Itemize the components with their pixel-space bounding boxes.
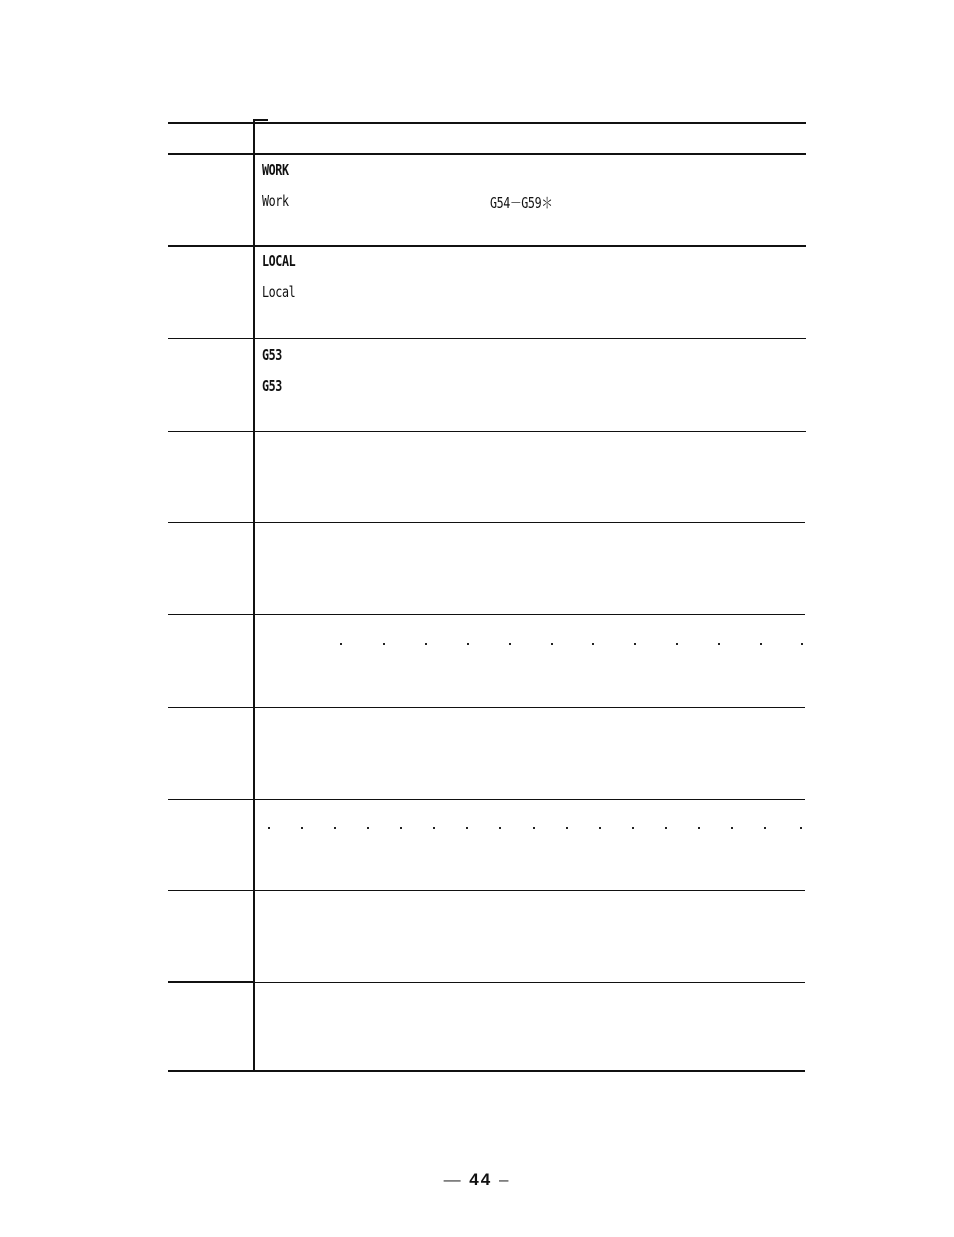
row-1-title: WORK [262,161,289,179]
row-separator [168,707,805,708]
page-number-value: 44 [469,1170,493,1189]
table-header-separator [168,153,806,155]
row-separator [168,890,805,891]
row-separator [168,431,806,432]
row-2-description: Local [262,283,296,301]
row-separator [168,614,805,615]
row-separator [254,982,805,983]
row-3-title: G53 [262,346,282,364]
header-stub-rule [254,119,268,121]
table-bottom-border [168,1070,805,1072]
row-3-description: G53 [262,377,282,395]
row-2-title: LOCAL [262,252,296,270]
row-separator [168,245,806,247]
row-1-description: Work [262,192,289,210]
row-separator [168,522,805,523]
row-separator [168,338,806,339]
table-top-border [168,122,806,124]
row-separator [168,799,805,800]
page-number [0,1170,954,1190]
page-number-dash-left: — [443,1170,463,1189]
page-number-dash-right: – [498,1170,511,1189]
row-8-leader-marks [268,827,806,837]
row-6-leader-marks [340,643,806,653]
column-divider [253,119,255,1072]
row-separator [168,981,254,983]
row-1-code-range: G54－G59＊ [490,194,553,212]
